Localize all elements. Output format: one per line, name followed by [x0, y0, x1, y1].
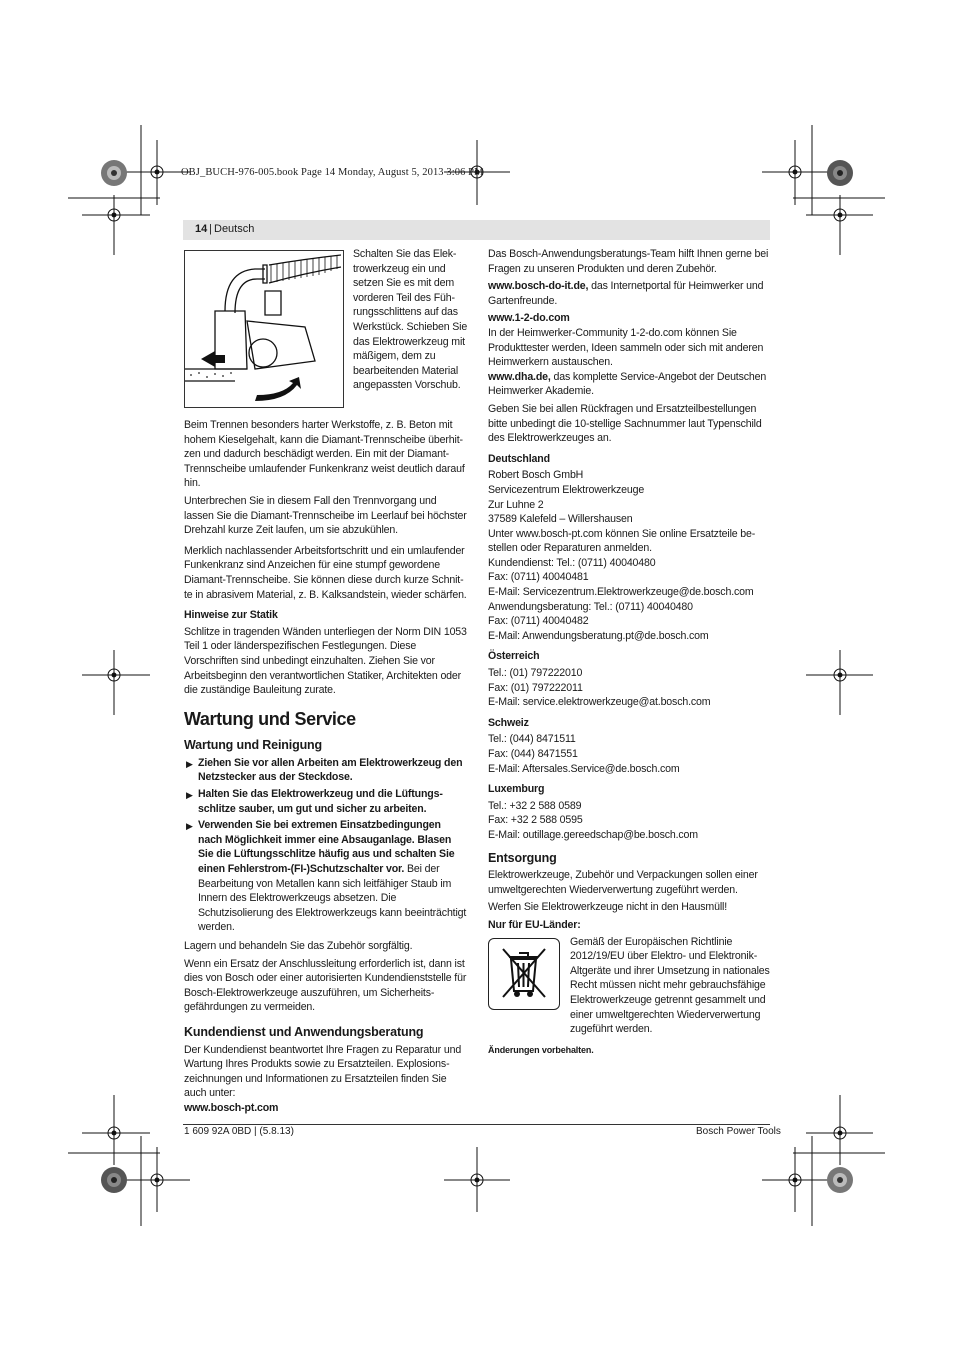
bullet-item: ▶ Verwenden Sie bei extremen Einsatzbedingungen nach Möglichkeit immer eine Absauganlage. Blasen Sie die Lüftungsschlitze häufig aus und schalten Sie einen Fehlerstrom-(FI-)Schutzschalter vor. Bei der Bearbeitung von Metallen kann sich leitfähiger Staub im Innern des Elektrowerkzeugs absetzen. Die Schutzisolierung des Elektrowerkzeugs kann beeinträchtigt werden. [186, 819, 467, 934]
footer-rule [183, 1124, 770, 1125]
address-ch: Tel.: (044) 8471511 Fax: (044) 8471551 E-Mail: Aftersales.Service@de.bosch.com [488, 733, 680, 775]
footer-brand: Bosch Power Tools [696, 1126, 781, 1137]
weee-block [488, 935, 771, 1037]
entsorgung-heading: Entsorgung [488, 850, 557, 865]
footer-doc-number: 1 609 92A 0BD | (5.8.13) [184, 1126, 294, 1137]
paragraph: Merklich nachlassender Arbeitsfortschritt und ein umlaufender Funkenkranz sind Anzeichen für eine stumpf gewordene Diamant-Trennscheibe. Sie können diese durch kurze Schnitte in abrasivem Material, z. B. Kalksandstein, wieder schärfen. [184, 544, 467, 601]
print-slug: OBJ_BUCH-976-005.book Page 14 Monday, August 5, 2013 3:06 PM [181, 167, 484, 178]
eu-directive-text: Gemäß der Europäischen Richtlinie 2012/19/EU über Elektro- und Elektronik-Altgeräte und ihrer Umsetzung in nationales Recht müssen nicht mehr gebrauchsfähige Elektrowerkzeuge getrennt gesammelt und einer umweltgerechten Wiederverwertung zugeführt werden. [570, 935, 770, 1036]
paragraph: www.bosch-do-it.de, das Internetportal für Heimwerker und Gartenfreunde. [488, 280, 764, 307]
section-title: Wartung und Service [184, 708, 356, 729]
tool-figure [184, 250, 344, 408]
wartung-heading: Wartung und Reinigung [184, 738, 323, 753]
bullet-item: ▶ Halten Sie das Elektrowerkzeug und die Lüftungsschlitze sauber, um gut und sicher zu arbeiten. [186, 788, 443, 815]
header-separator: | [209, 223, 212, 235]
bosch-do-it-link[interactable]: www.bosch-do-it.de, [488, 280, 589, 293]
paragraph: Das Bosch-Anwendungsberatungs-Team hilft Ihnen gerne bei Fragen zu unseren Produkten und deren Zubehör. [488, 248, 769, 275]
paragraph: Elektrowerkzeuge, Zubehör und Verpackungen sollen einer umweltgerechten Wiederverwertung zugeführt werden. [488, 869, 758, 896]
paragraph: Der Kundendienst beantwortet Ihre Fragen zu Reparatur und Wartung Ihres Produkts sowie zu Ersatzteilen. Explosionszeichnungen und Informationen zu Ersatzteilen finden Sie auch unter: [184, 1043, 462, 1100]
right-column [488, 247, 771, 1060]
address-de: Robert Bosch GmbH Servicezentrum Elektrowerkzeuge Zur Luhne 2 37589 Kalefeld – Willershausen Unter www.bosch-pt.com können Sie online Ersatzteile bestellen oder Reparaturen anmelden. Kundendienst: Tel.: (0711) 40040480 Fax: (0711) 40040481 E-Mail: Servicezentrum.Elektrowerkzeuge@de.bosch.com Anwendungsberatung: Tel.: (0711) 40040480 Fax: (0711) 40040482 E-Mail: Anwendungsberatung.pt@de.bosch.com [488, 469, 756, 642]
paragraph: www.dha.de, das komplette Service-Angebot der Deutschen Heimwerker Akademie. [488, 370, 767, 398]
address-at: Tel.: (01) 797222010 Fax: (01) 797222011 E-Mail: service.elektrowerkzeuge@at.bosch.com [488, 667, 711, 709]
eu-heading: Nur für EU-Länder: [488, 918, 581, 931]
bullet-item: ▶ Ziehen Sie vor allen Arbeiten am Elektrowerkzeug den Netzstecker aus der Steckdose. [186, 756, 463, 784]
paragraph: Unterbrechen Sie in diesem Fall den Trennvorgang und lassen Sie die Diamant-Trennscheibe im Leerlauf bei höchster Drehzahl kurze Zeit laufen, um sie abzukühlen. [184, 494, 467, 537]
changes-note: Änderungen vorbehalten. [488, 1044, 594, 1055]
paragraph: Wenn ein Ersatz der Anschlussleitung erforderlich ist, dann ist dies von Bosch oder einer autorisierten Kundendienststelle für Bosch-Elektrowerkzeuge auszuführen, um Sicherheitsgefährdungen zu vermeiden. [184, 957, 467, 1014]
bullet-triangle-icon: ▶ [186, 758, 193, 769]
country-heading-de: Deutschland [488, 452, 550, 465]
paragraph: In der Heimwerker-Community 1-2-do.com können Sie Produkttester werden, Ideen sammeln oder sich mit anderen Heimwerkern austauschen. [488, 326, 764, 369]
weee-bin-icon [488, 938, 560, 1010]
bullet-triangle-icon: ▶ [186, 821, 193, 832]
paragraph: Schlitze in tragenden Wänden unterliegen der Norm DIN 1053 Teil 1 oder länderspezifischen Festlegungen. Diese Vorschriften sind unbedingt einzuhalten. Ziehen Sie vor Arbeitsbeginn den verantwortlichen Statiker, Architekten oder die zuständige Bauleitung zurate. [184, 625, 467, 697]
address-lu: Tel.: +32 2 588 0589 Fax: +32 2 588 0595 E-Mail: outillage.gereedschap@be.bosch.com [488, 799, 698, 841]
country-heading-ch: Schweiz [488, 716, 529, 729]
paragraph: Beim Trennen besonders harter Werkstoffe, z. B. Beton mit hohem Kieselgehalt, kann die Diamant-Trennscheibe überhitzen und dadurch beschädigt werden. Ein mit der Diamant-Trennscheibe umlaufender Funkenkranz weist deutlich darauf hin. [184, 419, 465, 490]
statik-heading: Hinweise zur Statik [184, 609, 278, 622]
country-heading-at: Österreich [488, 650, 540, 663]
left-column [184, 418, 467, 1119]
kundendienst-heading: Kundendienst und Anwendungsberatung [184, 1024, 424, 1039]
paragraph: Lagern und behandeln Sie das Zubehör sorgfältig. [184, 940, 413, 952]
paragraph: Werfen Sie Elektrowerkzeuge nicht in den Hausmüll! [488, 901, 728, 914]
page-number: 14 [195, 223, 208, 235]
bosch-pt-link[interactable]: www.bosch-pt.com [184, 1101, 279, 1114]
onetwodo-link[interactable]: www.1-2-do.com [488, 312, 570, 325]
figure-caption: Schalten Sie das Elektrowerkzeug ein und setzen Sie es mit dem vorderen Teil des Führungsschlittens auf das Werkstück. Schieben Sie das Elektrowerkzeug mit mäßigem, dem zu bearbeitenden Material angepassten Vorschub. [353, 248, 468, 392]
grinder-illustration [185, 251, 343, 407]
page-header [183, 220, 770, 240]
bullet-triangle-icon: ▶ [186, 790, 193, 801]
header-language: Deutsch [214, 223, 255, 235]
paragraph: Geben Sie bei allen Rückfragen und Ersatzteilbestellungen bitte unbedingt die 10-stellige Sachnummer laut Typenschild des Elektrowerkzeuges an. [488, 402, 762, 445]
dha-link[interactable]: www.dha.de, [488, 370, 551, 383]
country-heading-lu: Luxemburg [488, 783, 545, 796]
